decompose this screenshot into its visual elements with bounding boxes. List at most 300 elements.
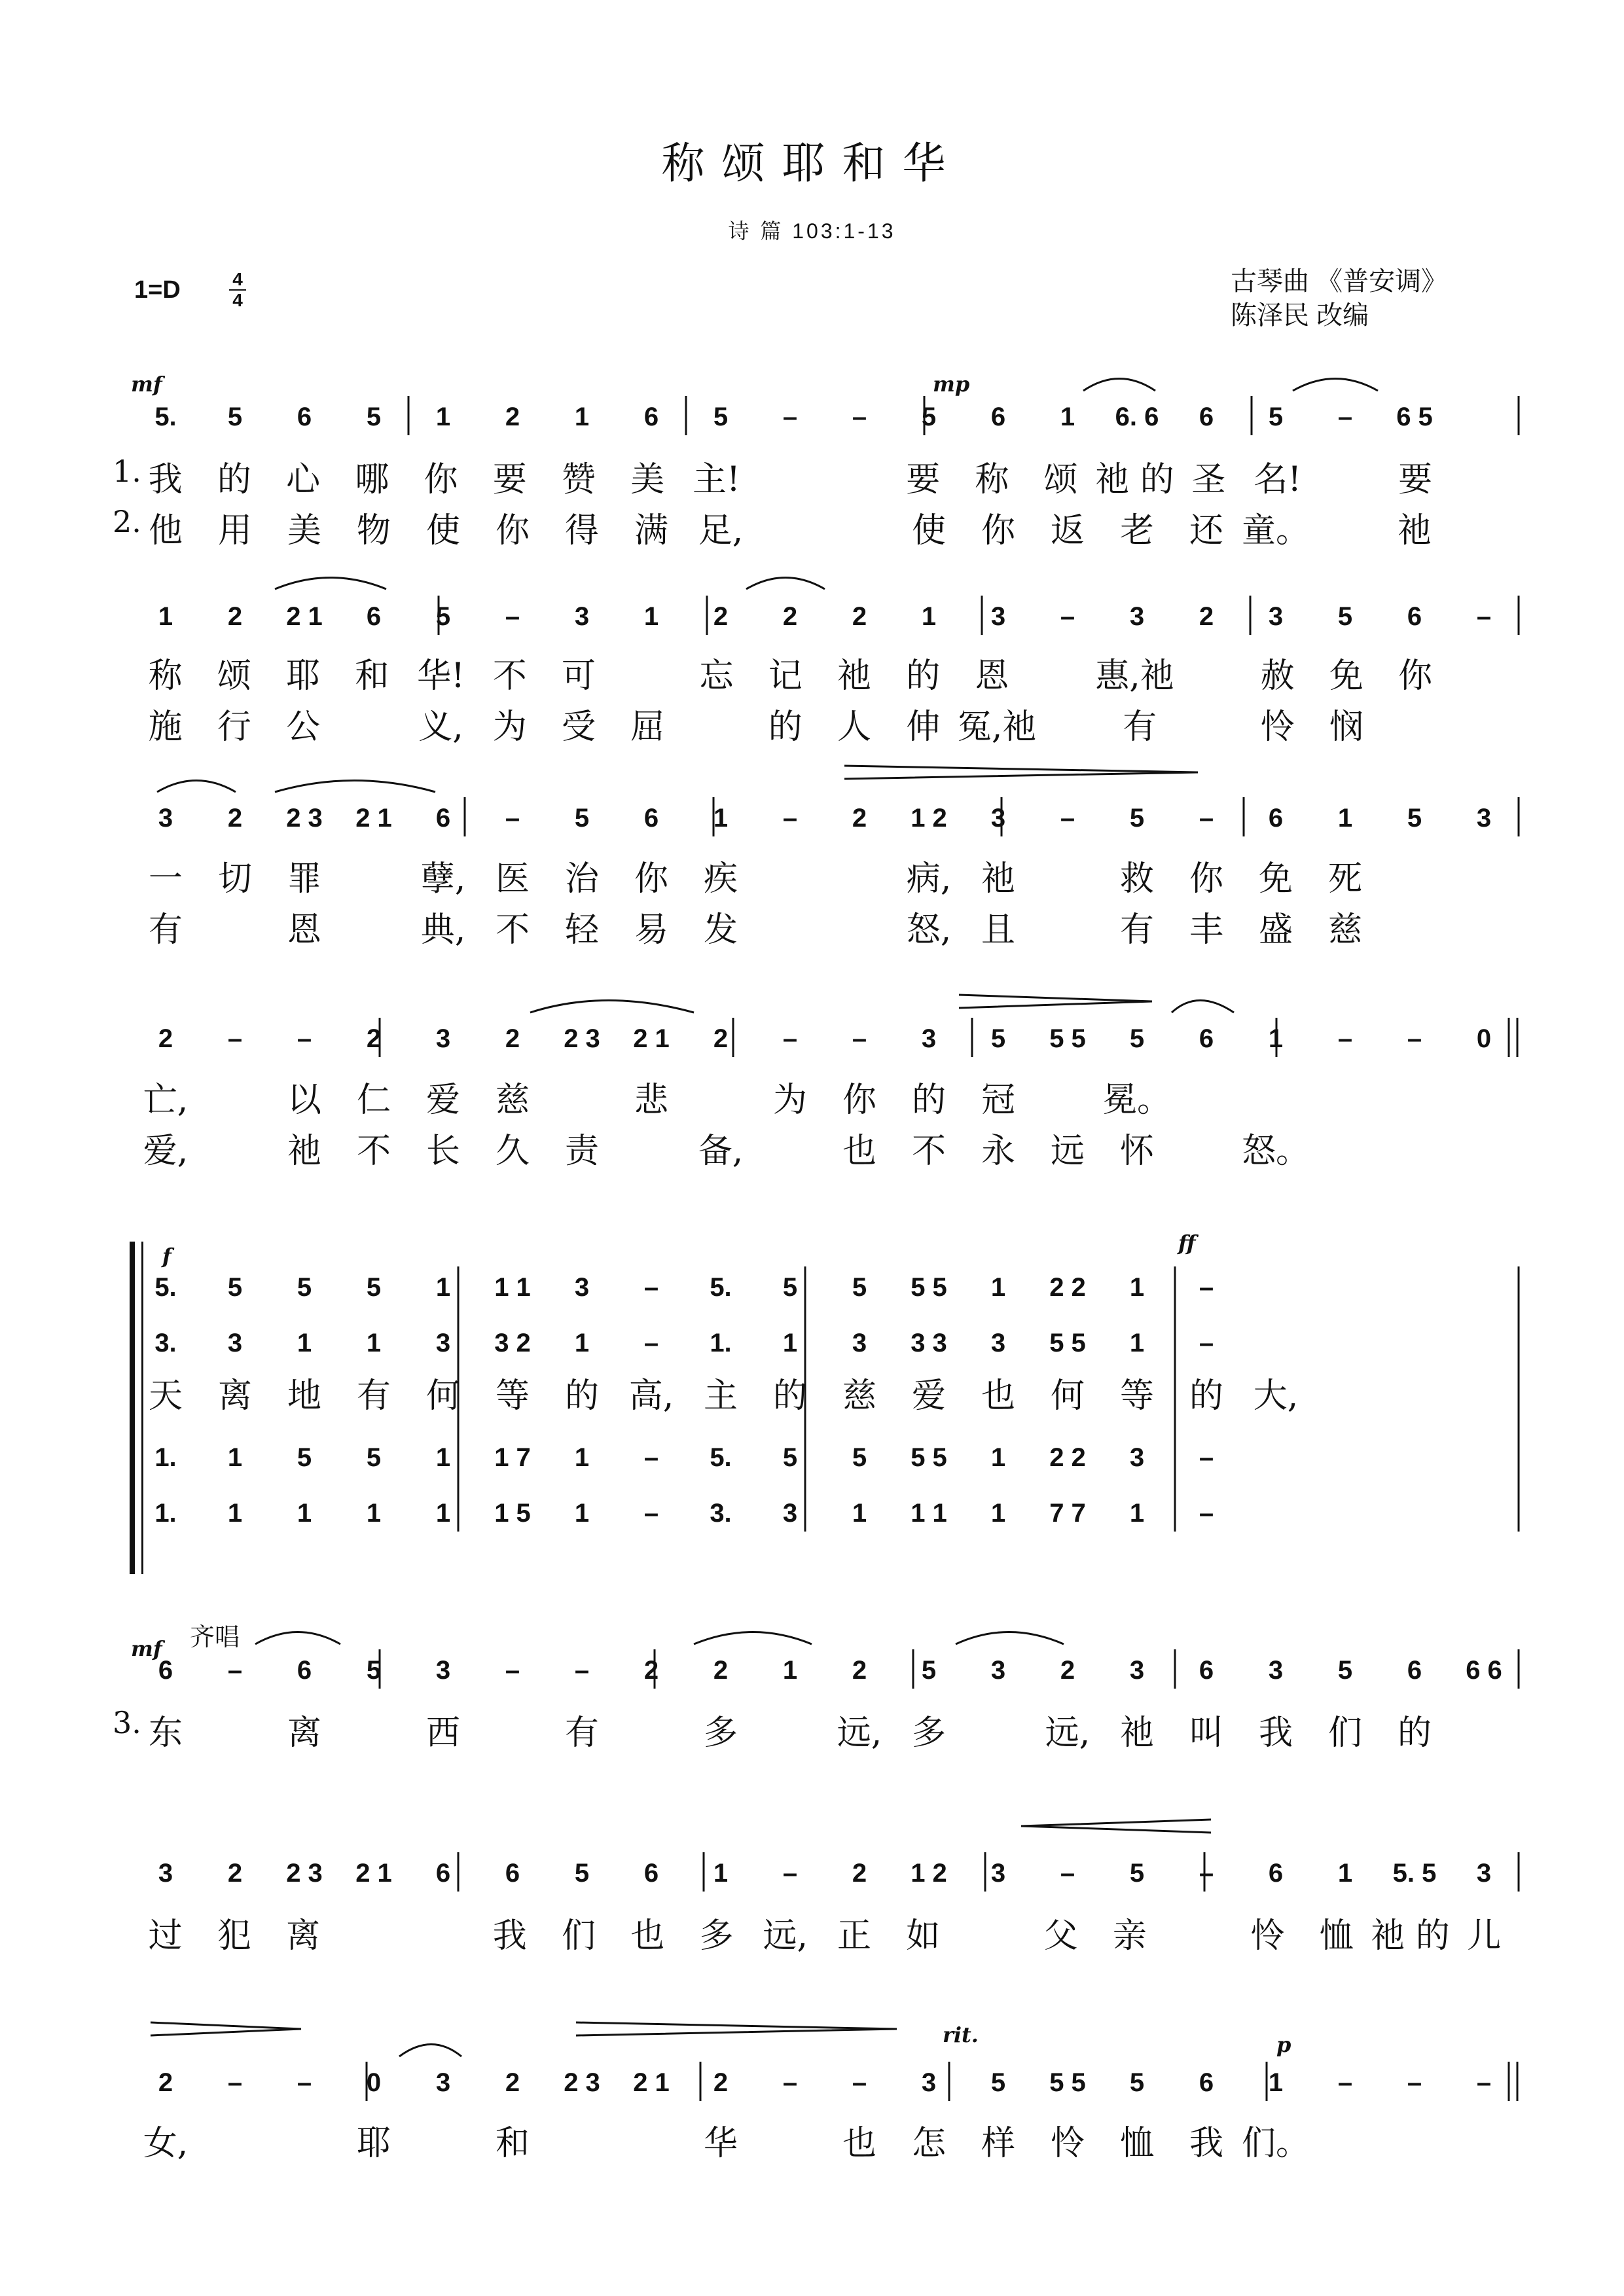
lyric: 称 [148,656,183,696]
note: 5 [990,1024,1006,1053]
note: 2 [366,1024,382,1053]
note: 6 [1407,1656,1422,1685]
note: 2 1 [633,2068,670,2097]
note: – [1337,403,1353,431]
note: – [1060,804,1075,833]
note: 1 [574,403,590,431]
lyric: 以 [287,1081,321,1120]
lyric: 足, [698,511,744,550]
lyric: 且 [981,910,1015,950]
lyric: 怜 [1250,1916,1285,1956]
lyric: 圣 [1191,460,1226,499]
lyric: 的 [906,656,941,696]
note: 2 1 [355,1859,392,1888]
lyric: 孽, [420,859,466,899]
note: 1 [921,602,937,631]
slur [255,1632,340,1645]
note: 1 [435,1499,451,1528]
note: 1 [990,1273,1006,1302]
note: 6 [1268,1859,1284,1888]
note: 1 [574,1329,590,1357]
lyric: 西 [425,1713,460,1753]
note: 5 [366,1656,382,1685]
note: 3 [227,1329,243,1357]
lyric: 和 [355,656,389,696]
lyric: 哪 [355,460,389,499]
lyric: 死 [1327,859,1362,899]
note: 0 [366,2068,382,2097]
slur [694,1632,812,1645]
note: 3 [990,1329,1006,1357]
note: 1 [574,1499,590,1528]
note: – [227,1656,243,1685]
lyric: 你 [1398,656,1433,696]
note: 1 7 [494,1443,531,1472]
lyric: 怜 [1050,2124,1085,2163]
note: 3 [990,602,1006,631]
note: 1 [1129,1499,1145,1528]
note: 2 [227,804,243,833]
lyric: 地 [287,1376,321,1416]
note: – [1199,1443,1214,1472]
lyric: 样 [981,2124,1015,2163]
lyric: 使 [425,511,460,550]
note: 5 [366,1443,382,1472]
slur [1083,379,1155,391]
note: 5 5 [1049,1024,1086,1053]
note: 1 [297,1329,312,1357]
note: 5 [921,1656,937,1685]
note: 2 [852,602,867,631]
note: 6 [643,804,659,833]
note: 5 [366,403,382,431]
lyric: 满 [634,511,668,550]
note: 2 [1060,1656,1075,1685]
key-signature: 1=D [134,276,181,304]
lyric: 的 [1189,1376,1223,1416]
lyric: 主 [703,1376,738,1416]
note: 3 [435,1024,451,1053]
note: – [643,1499,659,1528]
lyric: 你 [424,460,458,499]
lyric: 等 [495,1376,530,1416]
lyric: 受 [562,708,596,747]
lyric: 病, [906,859,952,899]
note: – [782,2068,798,2097]
note: 3 [158,804,173,833]
lyric: 父 [1043,1916,1078,1956]
lyric: 称 [975,460,1009,499]
note: – [227,2068,243,2097]
decrescendo-hairpin [576,2022,897,2036]
note: 5 [227,1273,243,1302]
slur [275,781,435,793]
note: – [1199,1499,1214,1528]
lyric: 用 [217,511,252,550]
note: – [1476,602,1492,631]
note: 2 3 [286,1859,323,1888]
lyric: 大, [1253,1376,1299,1416]
lyric: 伸 [906,708,941,747]
note: 6 [1199,1656,1214,1685]
note: 6 [158,1656,173,1685]
lyric: 远, [837,1713,882,1753]
lyric: 如 [906,1916,941,1956]
note: 3 [1129,1443,1145,1472]
lyric: 恤 [1119,2124,1154,2163]
note: 1 1 [494,1273,531,1302]
note: 6 [297,403,312,431]
slur [157,781,236,793]
note: 1 2 [911,1859,947,1888]
note: 5 [1337,602,1353,631]
lyric: 的 [1397,1713,1432,1753]
verse-number-3: 3. [113,1705,141,1740]
note: – [1199,1329,1214,1357]
lyric: 责 [564,1132,599,1171]
lyric: 爱, [143,1132,189,1171]
note: 7 7 [1049,1499,1086,1528]
ritardando: rit. [943,2022,979,2047]
note: – [297,2068,312,2097]
lyric: 免 [1329,656,1363,696]
note: 3 [1476,804,1492,833]
lyric: 远, [1045,1713,1091,1753]
lyric: 们 [1327,1713,1362,1753]
lyric: 们 [562,1916,596,1956]
lyric: 叫 [1189,1713,1223,1753]
note: 2 [158,2068,173,2097]
note: 1 [1129,1329,1145,1357]
lyric: 使 [911,511,946,550]
note: – [505,804,520,833]
lyric: 一 [148,859,183,899]
lyric: 祂 [287,1132,321,1171]
lyric: 等 [1119,1376,1154,1416]
lyric: 爱 [425,1081,460,1120]
note: 1 [1268,1024,1284,1053]
lyric: 慈 [1327,910,1362,950]
note: 3 [574,602,590,631]
note: 6 6 [1466,1656,1502,1685]
note: 2 [852,1656,867,1685]
note: 5 [782,1273,798,1302]
note: 1 [713,1859,729,1888]
lyric: 和 [495,2124,530,2163]
note: 3 [574,1273,590,1302]
note: 5 5 [1049,1329,1086,1357]
note: 5 [852,1443,867,1472]
note: 1 [1268,2068,1284,2097]
note: 5. [154,1273,177,1302]
note: 3 [921,2068,937,2097]
note: – [852,2068,867,2097]
lyric: 爱 [911,1376,946,1416]
note: 1. [154,1443,177,1472]
dynamic-mp: mp [933,372,970,397]
lyric: 主! [693,460,740,499]
lyric: 祂 [1119,1713,1154,1753]
lyric: 疾 [703,859,738,899]
lyric: 他 [148,511,183,550]
note: 5 [1129,1859,1145,1888]
lyric: 切 [217,859,252,899]
lyric: 义, [418,708,463,747]
lyric: 你 [981,511,1015,550]
lyric: 颂 [1043,460,1078,499]
lyric: 恤 [1319,1916,1354,1956]
note: 3 [1268,602,1284,631]
lyric: 救 [1119,859,1154,899]
lyric: 犯 [217,1916,251,1956]
lyric: 罪 [287,859,321,899]
lyric: 离 [286,1916,321,1956]
lyric: 还 [1189,511,1223,550]
note: – [1060,1859,1075,1888]
note: 3. [154,1329,177,1357]
note: – [1476,2068,1492,2097]
note: 6 [1407,602,1422,631]
lyric: 远, [763,1916,808,1956]
note: 5 [297,1273,312,1302]
lyric: 你 [495,511,530,550]
lyric: 慈 [495,1081,530,1120]
note: 6 5 [1396,403,1433,431]
note: 6. 6 [1115,403,1159,431]
note: 1 [1060,403,1075,431]
note: – [1199,1273,1214,1302]
crescendo-hairpin [1021,1820,1211,1833]
verse-number-2: 2. [113,504,141,539]
note: 3 [1129,1656,1145,1685]
note: 3 2 [494,1329,531,1357]
lyric: 有 [1123,708,1157,747]
lyric: 多 [703,1713,738,1753]
note: 1 [227,1499,243,1528]
note: 5 5 [911,1273,947,1302]
note: – [505,602,520,631]
lyric: 也 [630,1916,665,1956]
lyric: 有 [1119,910,1154,950]
note: – [297,1024,312,1053]
lyric: 备, [698,1132,744,1171]
dynamic-f: f [162,1244,171,1268]
lyric: 高, [628,1376,674,1416]
decrescendo-hairpin [151,2022,301,2036]
note: 5 [1407,804,1422,833]
note: 2 3 [286,804,323,833]
note: – [782,1024,798,1053]
note: – [643,1273,659,1302]
lyric: 我 [1189,2124,1223,2163]
lyric: 为 [492,708,527,747]
lyric: 祂 的 [1371,1916,1450,1956]
lyric: 不 [495,910,530,950]
decrescendo-hairpin [844,766,1198,779]
lyric: 何 [1050,1376,1085,1416]
note: 2 [505,403,520,431]
lyric: 久 [495,1132,530,1171]
note: – [643,1443,659,1472]
lyric: 不 [492,656,527,696]
lyric: 物 [356,511,391,550]
lyric: 耶 [356,2124,391,2163]
note: 5 [1129,804,1145,833]
note: 2 1 [355,804,392,833]
note: – [1407,1024,1422,1053]
lyric: 怜 [1260,708,1295,747]
lyric: 恩 [287,910,321,950]
note: 3 [921,1024,937,1053]
note: 2 [505,1024,520,1053]
note: 5. [710,1443,732,1472]
time-sig-top: 4 [232,269,243,289]
note: 2 [505,2068,520,2097]
lyric: 悯 [1329,708,1363,747]
note: 6 [643,1859,659,1888]
note: 5 [852,1273,867,1302]
note: 2 [713,602,729,631]
note: 2 2 [1049,1273,1086,1302]
lyric: 祂 [837,656,871,696]
lyric: 医 [495,859,530,899]
lyric: 祂 [1397,511,1432,550]
note: 2 [713,1024,729,1053]
lyric: 我 [492,1916,527,1956]
lyric: 惠,祂 [1095,656,1174,696]
dynamic-ff: ff [1178,1230,1196,1255]
note: – [1337,2068,1353,2097]
repeat-end [1509,1018,1517,1057]
note: 5 5 [1049,2068,1086,2097]
note: 6 [435,804,451,833]
note: 1. [154,1499,177,1528]
lyric: 易 [634,910,668,950]
lyric: 永 [981,1132,1015,1171]
lyric: 记 [768,656,803,696]
note: 5 [227,403,243,431]
lyric: 华! [417,656,465,696]
lyric: 有 [356,1376,391,1416]
dynamic-mf-2: mf [131,1636,162,1661]
note: 6 [366,602,382,631]
lyric: 女, [143,2124,189,2163]
note: – [1337,1024,1353,1053]
lyric: 美 [630,460,665,499]
note: 1 [713,804,729,833]
lyric: 老 [1119,511,1154,550]
note: – [1407,2068,1422,2097]
note: – [782,1859,798,1888]
lyric: 祂 的 [1095,460,1174,499]
lyric: 也 [842,2124,876,2163]
final-repeat [1509,2062,1517,2101]
lyric: 童。 [1241,511,1310,550]
lyric: 要 [492,460,527,499]
note: 2 [782,602,798,631]
note: 6 [643,403,659,431]
lyric: 怀 [1119,1132,1154,1171]
lyric: 你 [634,859,668,899]
note: 3 [990,1859,1006,1888]
note: – [1199,804,1214,833]
lyric: 的 [768,708,803,747]
lyric: 多 [911,1713,946,1753]
note: 3 [158,1859,173,1888]
note: 5 [713,403,729,431]
lyric: 行 [217,708,251,747]
note: 2 [852,804,867,833]
note: – [1060,602,1075,631]
note: 1 [852,1499,867,1528]
note: 1 [366,1329,382,1357]
lyric: 儿 [1467,1916,1502,1956]
note: – [505,1656,520,1685]
note: 1 [574,1443,590,1472]
lyric: 公 [286,708,321,747]
note: – [782,804,798,833]
note: 5 [1268,403,1284,431]
lyric: 的 [564,1376,599,1416]
lyric: 你 [842,1081,876,1120]
note: 5 [297,1443,312,1472]
note: 3. [710,1499,732,1528]
note: 6 [1199,1024,1214,1053]
note: 3 3 [911,1329,947,1357]
lyric: 得 [564,511,599,550]
slur [275,578,386,590]
note: – [1199,1859,1214,1888]
note: 6 [990,403,1006,431]
note: 5 [1129,1024,1145,1053]
note: 2 2 [1049,1443,1086,1472]
lyric: 亲 [1112,1916,1147,1956]
lyric: 多 [699,1916,734,1956]
lyric: 赦 [1260,656,1295,696]
lyric: 正 [837,1916,871,1956]
lyric: 美 [287,511,321,550]
lyric: 有 [148,910,183,950]
lyric: 的 [217,460,251,499]
note: 5 [1337,1656,1353,1685]
note: 5 [574,804,590,833]
lyric: 怎 [911,2124,946,2163]
note: 6 [1199,2068,1214,2097]
note: 2 1 [633,1024,670,1053]
note: – [782,403,798,431]
lyric: 屈 [630,708,665,747]
unison-label: 齐唱 [190,1624,240,1651]
note: 1 [435,1273,451,1302]
tune-credit: 古琴曲 《普安调》 [1231,267,1448,296]
lyric: 你 [1189,859,1223,899]
lyric: 华 [703,2124,738,2163]
lyric: 盛 [1258,910,1293,950]
lyric: 悲 [634,1081,668,1120]
lyric: 东 [148,1713,183,1753]
lyric: 我 [148,460,183,499]
note: 6 [1199,403,1214,431]
note: 6 [435,1859,451,1888]
lyric: 轻 [564,910,599,950]
lyric: 丰 [1189,910,1223,950]
note: 5 [435,602,451,631]
note: 1 [158,602,173,631]
lyric: 要 [906,460,941,499]
note: 3 [1129,602,1145,631]
lyric: 可 [562,656,596,696]
note: 3 [435,2068,451,2097]
